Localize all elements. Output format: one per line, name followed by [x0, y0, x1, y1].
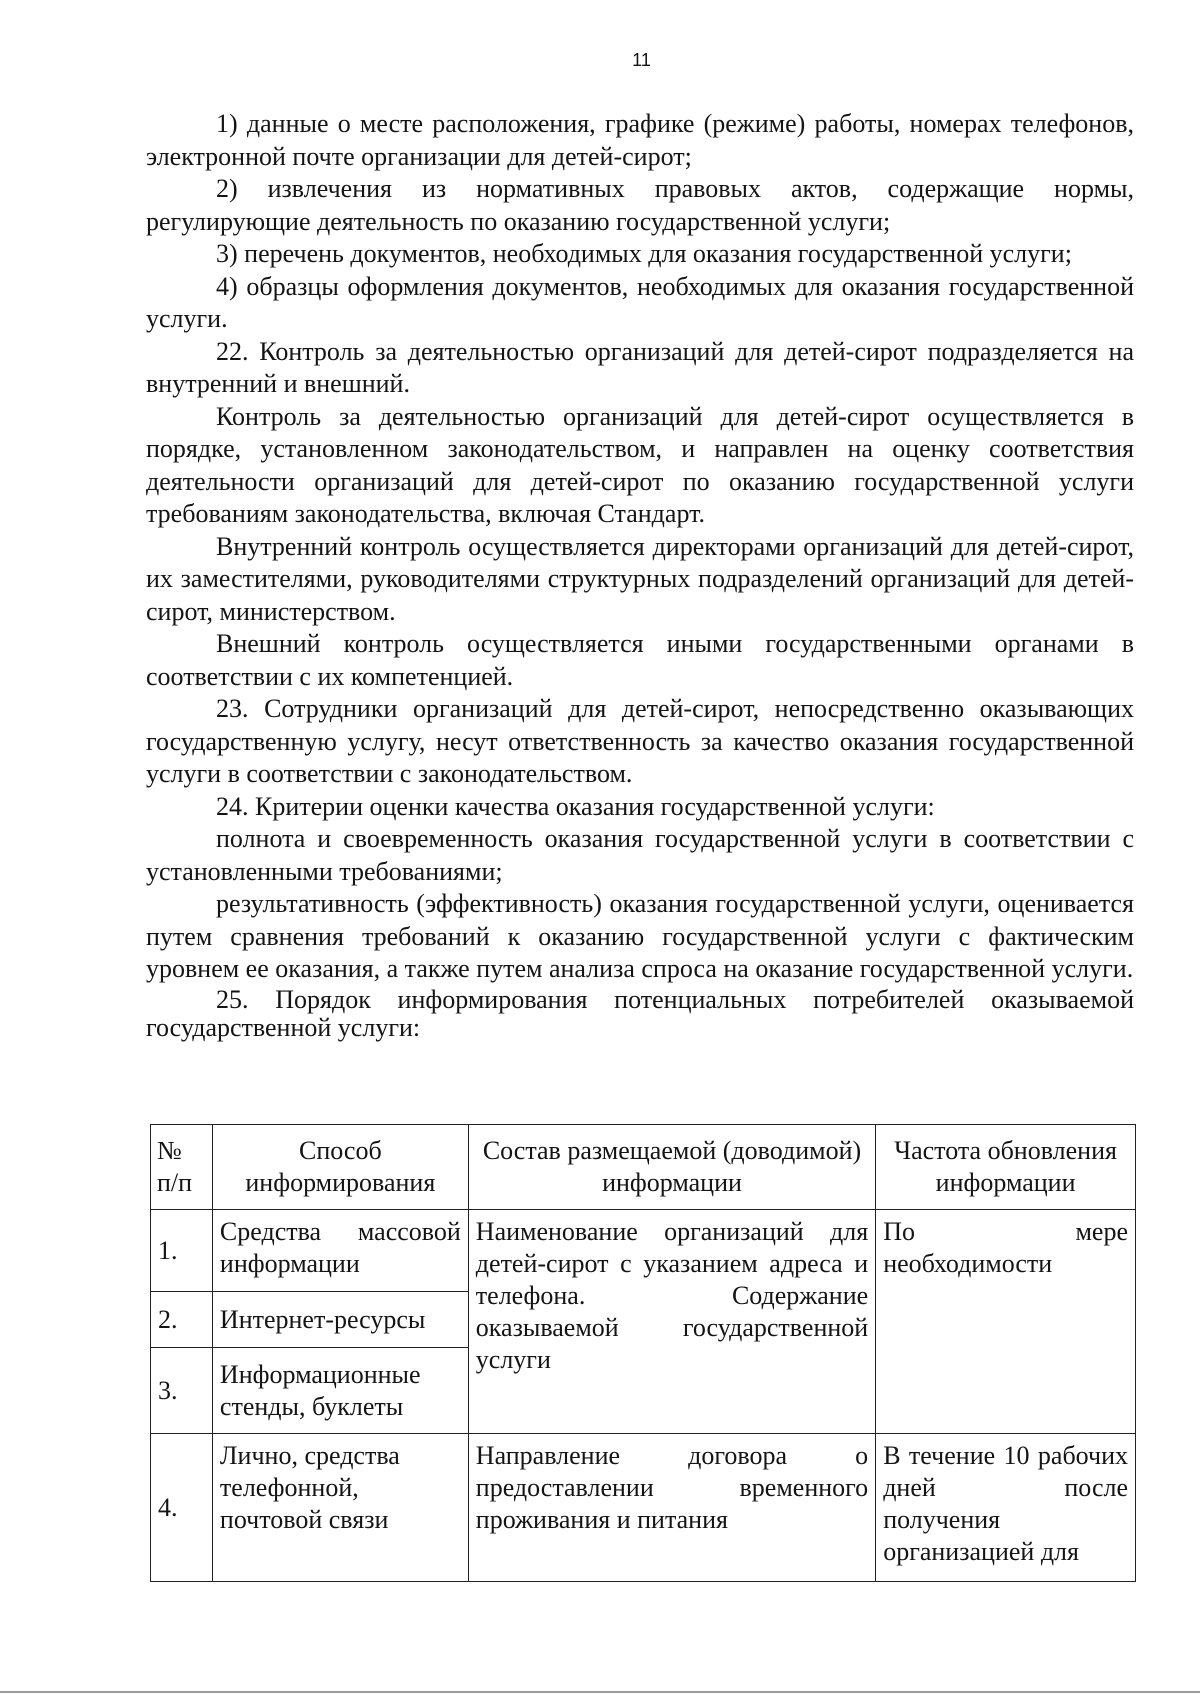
header-method: Способ информирования [212, 1125, 468, 1210]
row-frequency-merged: По мере необходимости [876, 1210, 1136, 1434]
row-method: Лично, средства телефонной, почтовой связи [212, 1434, 468, 1582]
row-content-merged: Наименование организаций для детей-сирот с указанием адреса и телефона. Содержание оказываемой государственной услуги [468, 1210, 875, 1434]
row-frequency: В течение 10 рабочих дней после получения организацией для [876, 1434, 1136, 1582]
row-num: 4. [151, 1434, 213, 1582]
paragraph: 25. Порядок информирования потенциальных потребителей оказываемой государственной услуги: [146, 984, 1134, 1042]
header-frequency: Частота обновления информации [876, 1125, 1136, 1210]
paragraph: Внутренний контроль осуществляется директорами организаций для детей-сирот, их заместителями, руководителями структурных подразделений организаций для детей-сирот, министерством. [146, 531, 1134, 626]
row-num: 3. [151, 1348, 213, 1434]
row-num: 2. [151, 1292, 213, 1348]
informing-table [150, 1124, 1136, 1582]
table-row [151, 1210, 1136, 1292]
header-content: Состав размещаемой (доводимой) информации [468, 1125, 875, 1210]
row-num: 1. [151, 1210, 213, 1292]
header-num: № п/п [151, 1125, 213, 1210]
paragraph: 24. Критерии оценки качества оказания государственной услуги: [216, 791, 935, 821]
page-bottom-edge [0, 1691, 1200, 1693]
paragraph: Внешний контроль осуществляется иными государственными органами в соответствии с их компетенцией. [146, 629, 1134, 691]
paragraph: 1) данные о месте расположения, графике (режиме) работы, номерах телефонов, электронной почте организации для детей-сирот; [146, 109, 1134, 171]
page-number: 11 [632, 50, 651, 70]
row-method: Средства массовой информации [212, 1210, 468, 1292]
paragraph: 23. Сотрудники организаций для детей-сирот, непосредственно оказывающих государственную услугу, несут ответственность за качество оказания государственной услуги в соответствии с законодательством. [146, 694, 1134, 788]
paragraph: 4) образцы оформления документов, необходимых для оказания государственной услуги. [146, 271, 1134, 333]
row-method: Интернет-ресурсы [212, 1292, 468, 1348]
paragraph: Контроль за деятельностью организаций для детей-сирот осуществляется в порядке, установленном законодательством, и направлен на оценку соответствия деятельности организаций для детей-сирот по оказанию государственной услуги требованиям законодательства, включая Стандарт. [146, 401, 1134, 528]
paragraph: полнота и своевременность оказания государственной услуги в соответствии с установленными требованиями; [146, 824, 1134, 886]
table-header-row [151, 1125, 1136, 1210]
document-body [146, 108, 1134, 1042]
paragraph: 2) извлечения из нормативных правовых актов, содержащие нормы, регулирующие деятельность по оказанию государственной услуги; [146, 174, 1134, 236]
paragraph: 3) перечень документов, необходимых для оказания государственной услуги; [216, 239, 1072, 268]
paragraph: 22. Контроль за деятельностью организаций для детей-сирот подразделяется на внутренний и внешний. [146, 336, 1134, 398]
table-row [151, 1434, 1136, 1582]
row-method: Информационные стенды, буклеты [212, 1348, 468, 1434]
paragraph: результативность (эффективность) оказания государственной услуги, оценивается путем сравнения требований к оказанию государственной услуги с фактическим уровнем ее оказания, а также путем анализа спроса на оказание государственной услуги. [146, 889, 1134, 983]
row-content: Направление договора о предоставлении временного проживания и питания [468, 1434, 875, 1582]
